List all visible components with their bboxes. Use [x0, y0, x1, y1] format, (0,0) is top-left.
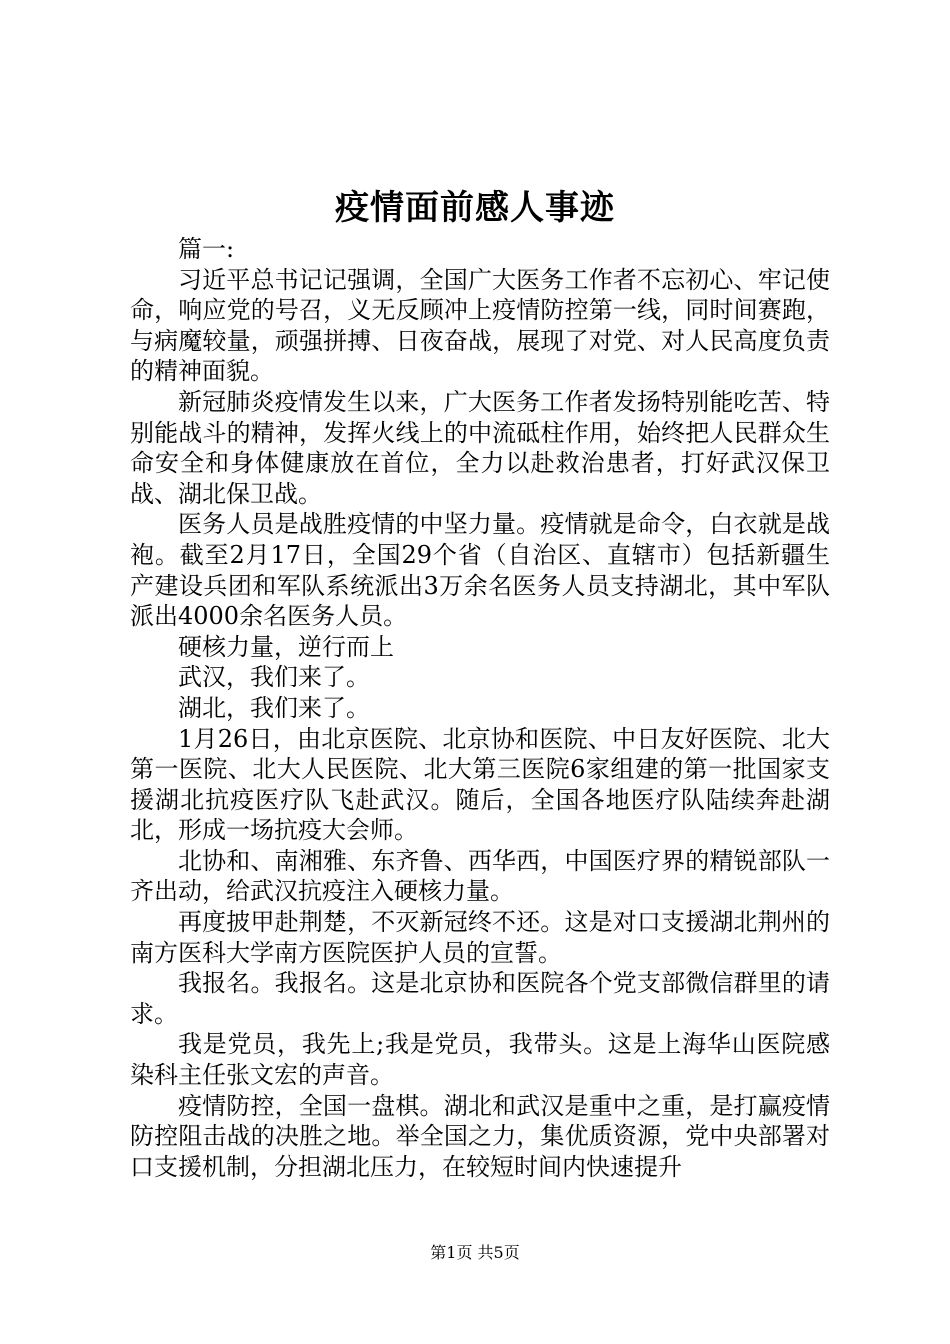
- paragraph: 再度披甲赴荆楚，不灭新冠终不还。这是对口支援湖北荆州的南方医科大学南方医院医护人员的宣誓。: [130, 908, 830, 967]
- paragraph: 习近平总书记记强调，全国广大医务工作者不忘初心、牢记使命，响应党的号召，义无反顾冲上疫情防控第一线，同时间赛跑，与病魔较量，顽强拼搏、日夜奋战，展现了对党、对人民高度负责的精神面貌。: [130, 265, 830, 386]
- paragraph: 硬核力量，逆行而上: [178, 632, 394, 661]
- paragraph: 我是党员，我先上;我是党员，我带头。这是上海华山医院感染科主任张文宏的声音。: [130, 1030, 830, 1090]
- page-footer: 第1页 共5页: [430, 1243, 520, 1262]
- document-body: [130, 234, 830, 1182]
- paragraph: 武汉，我们来了。: [178, 663, 370, 692]
- paragraph: 疫情防控，全国一盘棋。湖北和武汉是重中之重，是打赢疫情防控阻击战的决胜之地。举全国之力，集优质资源，党中央部署对口支援机制，分担湖北压力，在较短时间内快速提升: [130, 1091, 830, 1181]
- paragraph: 新冠肺炎疫情发生以来，广大医务工作者发扬特别能吃苦、特别能战斗的精神，发挥火线上的中流砥柱作用，始终把人民群众生命安全和身体健康放在首位，全力以赴救治患者，打好武汉保卫战、湖北保卫战。: [130, 387, 830, 508]
- paragraph: 湖北，我们来了。: [178, 693, 370, 722]
- document-title: 疫情面前感人事迹: [335, 188, 615, 228]
- paragraph: 1月26日，由北京医院、北京协和医院、中日友好医院、北大第一医院、北大人民医院、北大第三医院6家组建的第一批国家支援湖北抗疫医疗队飞赴武汉。随后，全国各地医疗队陆续奔赴湖北，形成一场抗疫大会师。: [130, 724, 830, 845]
- paragraph: 医务人员是战胜疫情的中坚力量。疫情就是命令，白衣就是战袍。截至2月17日，全国29个省（自治区、直辖市）包括新疆生产建设兵团和军队系统派出3万余名医务人员支持湖北，其中军队派出4000余名医务人员。: [130, 510, 830, 631]
- paragraph-section-label: 篇一:: [178, 235, 235, 263]
- paragraph: 北协和、南湘雅、东齐鲁、西华西，中国医疗界的精锐部队一齐出动，给武汉抗疫注入硬核力量。: [130, 846, 830, 906]
- paragraph: 我报名。我报名。这是北京协和医院各个党支部微信群里的请求。: [130, 969, 830, 1028]
